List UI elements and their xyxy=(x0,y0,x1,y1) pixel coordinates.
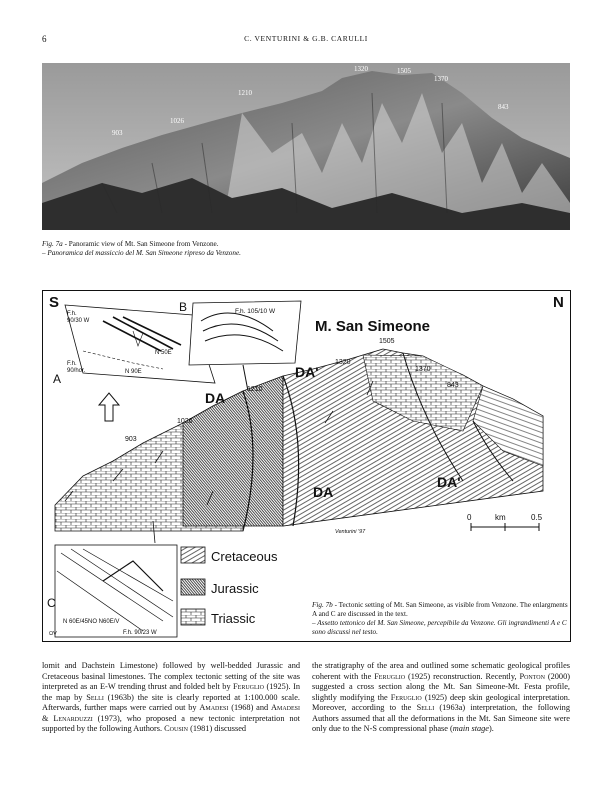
legend-label-triassic: Triassic xyxy=(211,611,256,626)
peak-label: 1210 xyxy=(238,89,252,97)
caption-english: - Panoramic view of Mt. San Simeone from Venzone. xyxy=(62,240,219,248)
legend-swatch-cretaceous xyxy=(181,547,205,563)
da-label: DA xyxy=(313,484,334,500)
scale-unit: km xyxy=(495,513,506,522)
elevation-label: 1210 xyxy=(247,386,263,393)
da-label: DA xyxy=(205,390,226,406)
north-label: N xyxy=(553,294,564,311)
text-run: the stratigraphy of the area and outlined some schematic geological profiles coherent with the xyxy=(312,661,570,681)
author-citation: Feruglio xyxy=(390,692,422,702)
scale-bar xyxy=(467,513,543,531)
da-prime-label: DA' xyxy=(295,364,319,380)
elevation-label: 843 xyxy=(447,382,459,389)
text-run: (1925) deep skin geological interpretation. Moreover, according to the xyxy=(312,692,570,712)
peak-label: 1320 xyxy=(354,65,368,73)
inset-a-n50e: N 50E xyxy=(155,350,172,356)
diagram-title: M. San Simeone xyxy=(315,318,431,335)
figure-label: Fig. 7b xyxy=(312,601,333,609)
text-run: (2000) suggested a cross section along the Mt. San Simeone-Mt. Festa profile, slightly modifying the xyxy=(312,671,570,702)
inset-a-fh1b: 90/30 W xyxy=(67,318,90,324)
caption-italian: – Panoramica del massiccio del M. San Simeone ripreso da Venzone. xyxy=(42,249,241,257)
figure-7a-caption xyxy=(42,240,372,258)
inset-a-n90e: N 90E xyxy=(125,369,142,375)
figure-label: Fig. 7a xyxy=(42,240,63,248)
text-run: (1963a) interpretation, the following Authors assumed that all the deformations in the Mt. San Simeone site were only due to the N-S compressional phase ( xyxy=(312,703,570,733)
page-number: 6 xyxy=(42,34,47,44)
legend-swatch-jurassic xyxy=(181,579,205,595)
inset-c-orientation: N 60E/45NO N60E/V xyxy=(63,619,120,625)
text-run: (1981) discussed xyxy=(188,724,247,733)
author-citation: Ponton xyxy=(519,671,545,681)
inset-c-corner: ΩV xyxy=(49,631,57,637)
elevation-label: 1320 xyxy=(335,359,351,366)
emphasis: main stage xyxy=(452,724,489,733)
panorama-photo xyxy=(42,63,570,230)
legend-label-cretaceous: Cretaceous xyxy=(211,549,278,564)
inset-c-fh: F.h. 90/23 W xyxy=(123,630,157,636)
elevation-label: 1026 xyxy=(177,418,193,425)
elevation-label: 1370 xyxy=(415,366,431,373)
body-column-left xyxy=(42,661,300,735)
elevation-label: 1505 xyxy=(379,338,395,345)
inset-b-letter: B xyxy=(179,300,188,314)
text-run: (1925). In the map by xyxy=(42,682,300,702)
scale-half: 0.5 xyxy=(531,513,543,522)
peak-label: 1370 xyxy=(434,75,448,83)
author-citation: Amadesi xyxy=(199,703,229,712)
peak-label: 1026 xyxy=(170,117,184,125)
author-citation: Feruglio xyxy=(233,682,264,691)
author-citation: Amadesi & Lenarduzzi xyxy=(42,703,300,723)
author-signature: Venturini '97 xyxy=(335,529,366,535)
text-run: (1925) reconstruction. Recently, xyxy=(405,671,520,681)
inset-a-fh1: F.h. xyxy=(67,311,77,317)
legend xyxy=(181,547,278,626)
body-column-right xyxy=(312,661,570,735)
peak-label: 1505 xyxy=(397,67,411,75)
inset-b-fh: F.h. 105/10 W xyxy=(235,308,276,315)
inset-a-letter: A xyxy=(53,372,62,386)
peak-label: 903 xyxy=(112,129,123,137)
legend-label-jurassic: Jurassic xyxy=(211,581,259,596)
inset-a-fh2b: 90/hor. xyxy=(67,368,86,374)
peak-label: 843 xyxy=(498,103,509,111)
inset-c xyxy=(47,521,177,637)
caption-english: - Tectonic setting of Mt. San Simeone, as visible from Venzone. The enlargments A and C are discussed in the text. xyxy=(312,601,568,618)
tectonic-diagram xyxy=(42,290,571,642)
author-citation: Feruglio xyxy=(374,671,406,681)
author-citation: Cousin xyxy=(164,724,189,733)
up-arrow-icon xyxy=(99,393,119,421)
inset-c-letter: C xyxy=(47,596,56,610)
caption-italian: – Assetto tettonico del M. San Simeone, percepibile da Venzone. Gli ingrandimenti A e C sono discussi nel testo. xyxy=(312,619,567,636)
text-run: lomit and Dachstein Limestone) followed by well-bedded Jurassic and Cretaceous basinal limestones. The complex tectonic setting of the site was interpreted as an E-W trending thrust and folded belt by xyxy=(42,661,300,691)
scale-zero: 0 xyxy=(467,513,472,522)
figure-7b-caption xyxy=(312,601,570,637)
text-run: (1963b) the site is clearly reported at 1:100.000 scale. Afterwards, further maps were carried out by xyxy=(42,692,300,712)
da-prime-label: DA' xyxy=(437,474,461,490)
elevation-label: 903 xyxy=(125,436,137,443)
author-citation: Selli xyxy=(86,692,104,702)
inset-a-fh2: F.h. xyxy=(67,361,77,367)
legend-swatch-triassic xyxy=(181,609,205,625)
running-head: C. VENTURINI & G.B. CARULLI xyxy=(244,34,368,43)
text-run: (1973), who proposed a new tectonic interpretation not supported by the following Authors. xyxy=(42,713,300,733)
author-citation: Selli xyxy=(416,703,435,712)
text-run: ). xyxy=(488,724,494,733)
south-label: S xyxy=(49,294,60,311)
text-run: (1968) and xyxy=(228,703,271,712)
